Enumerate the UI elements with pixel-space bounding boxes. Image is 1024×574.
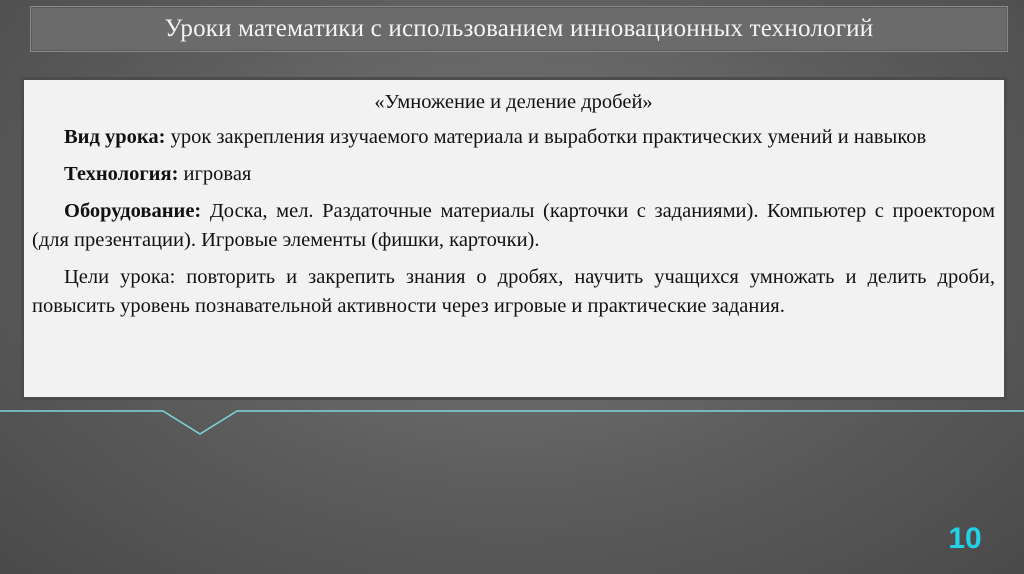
equipment-paragraph [32, 197, 995, 255]
equipment-text: Доска, мел. Раздаточные материалы (карточки с заданиями). Компьютер с проектором (для презентации). Игровые элементы (фишки, карточки). [32, 200, 995, 251]
technology-text: игровая [178, 163, 252, 185]
equipment-label: Оборудование: [64, 200, 202, 222]
lesson-title: «Умножение и деление дробей» [374, 91, 653, 113]
lesson-type-label: Вид урока: [64, 126, 166, 148]
slide-title: Уроки математики с использованием инновационных технологий [164, 15, 874, 42]
technology-paragraph [32, 160, 995, 189]
page-number: 10 [948, 522, 982, 555]
decorative-divider-line [0, 400, 1024, 440]
lesson-type-paragraph [32, 123, 995, 152]
lesson-content-box [21, 77, 1007, 400]
technology-label: Технология: [64, 163, 179, 185]
goals-paragraph: Цели урока: повторить и закрепить знания о дробях, научить учащихся умножать и делить дроби, повысить уровень познавательной активности через игровые и практические задания. [32, 266, 995, 317]
lesson-type-text: урок закрепления изучаемого материала и выработки практических умений и навыков [165, 126, 927, 148]
slide-title-bar [30, 6, 1008, 52]
